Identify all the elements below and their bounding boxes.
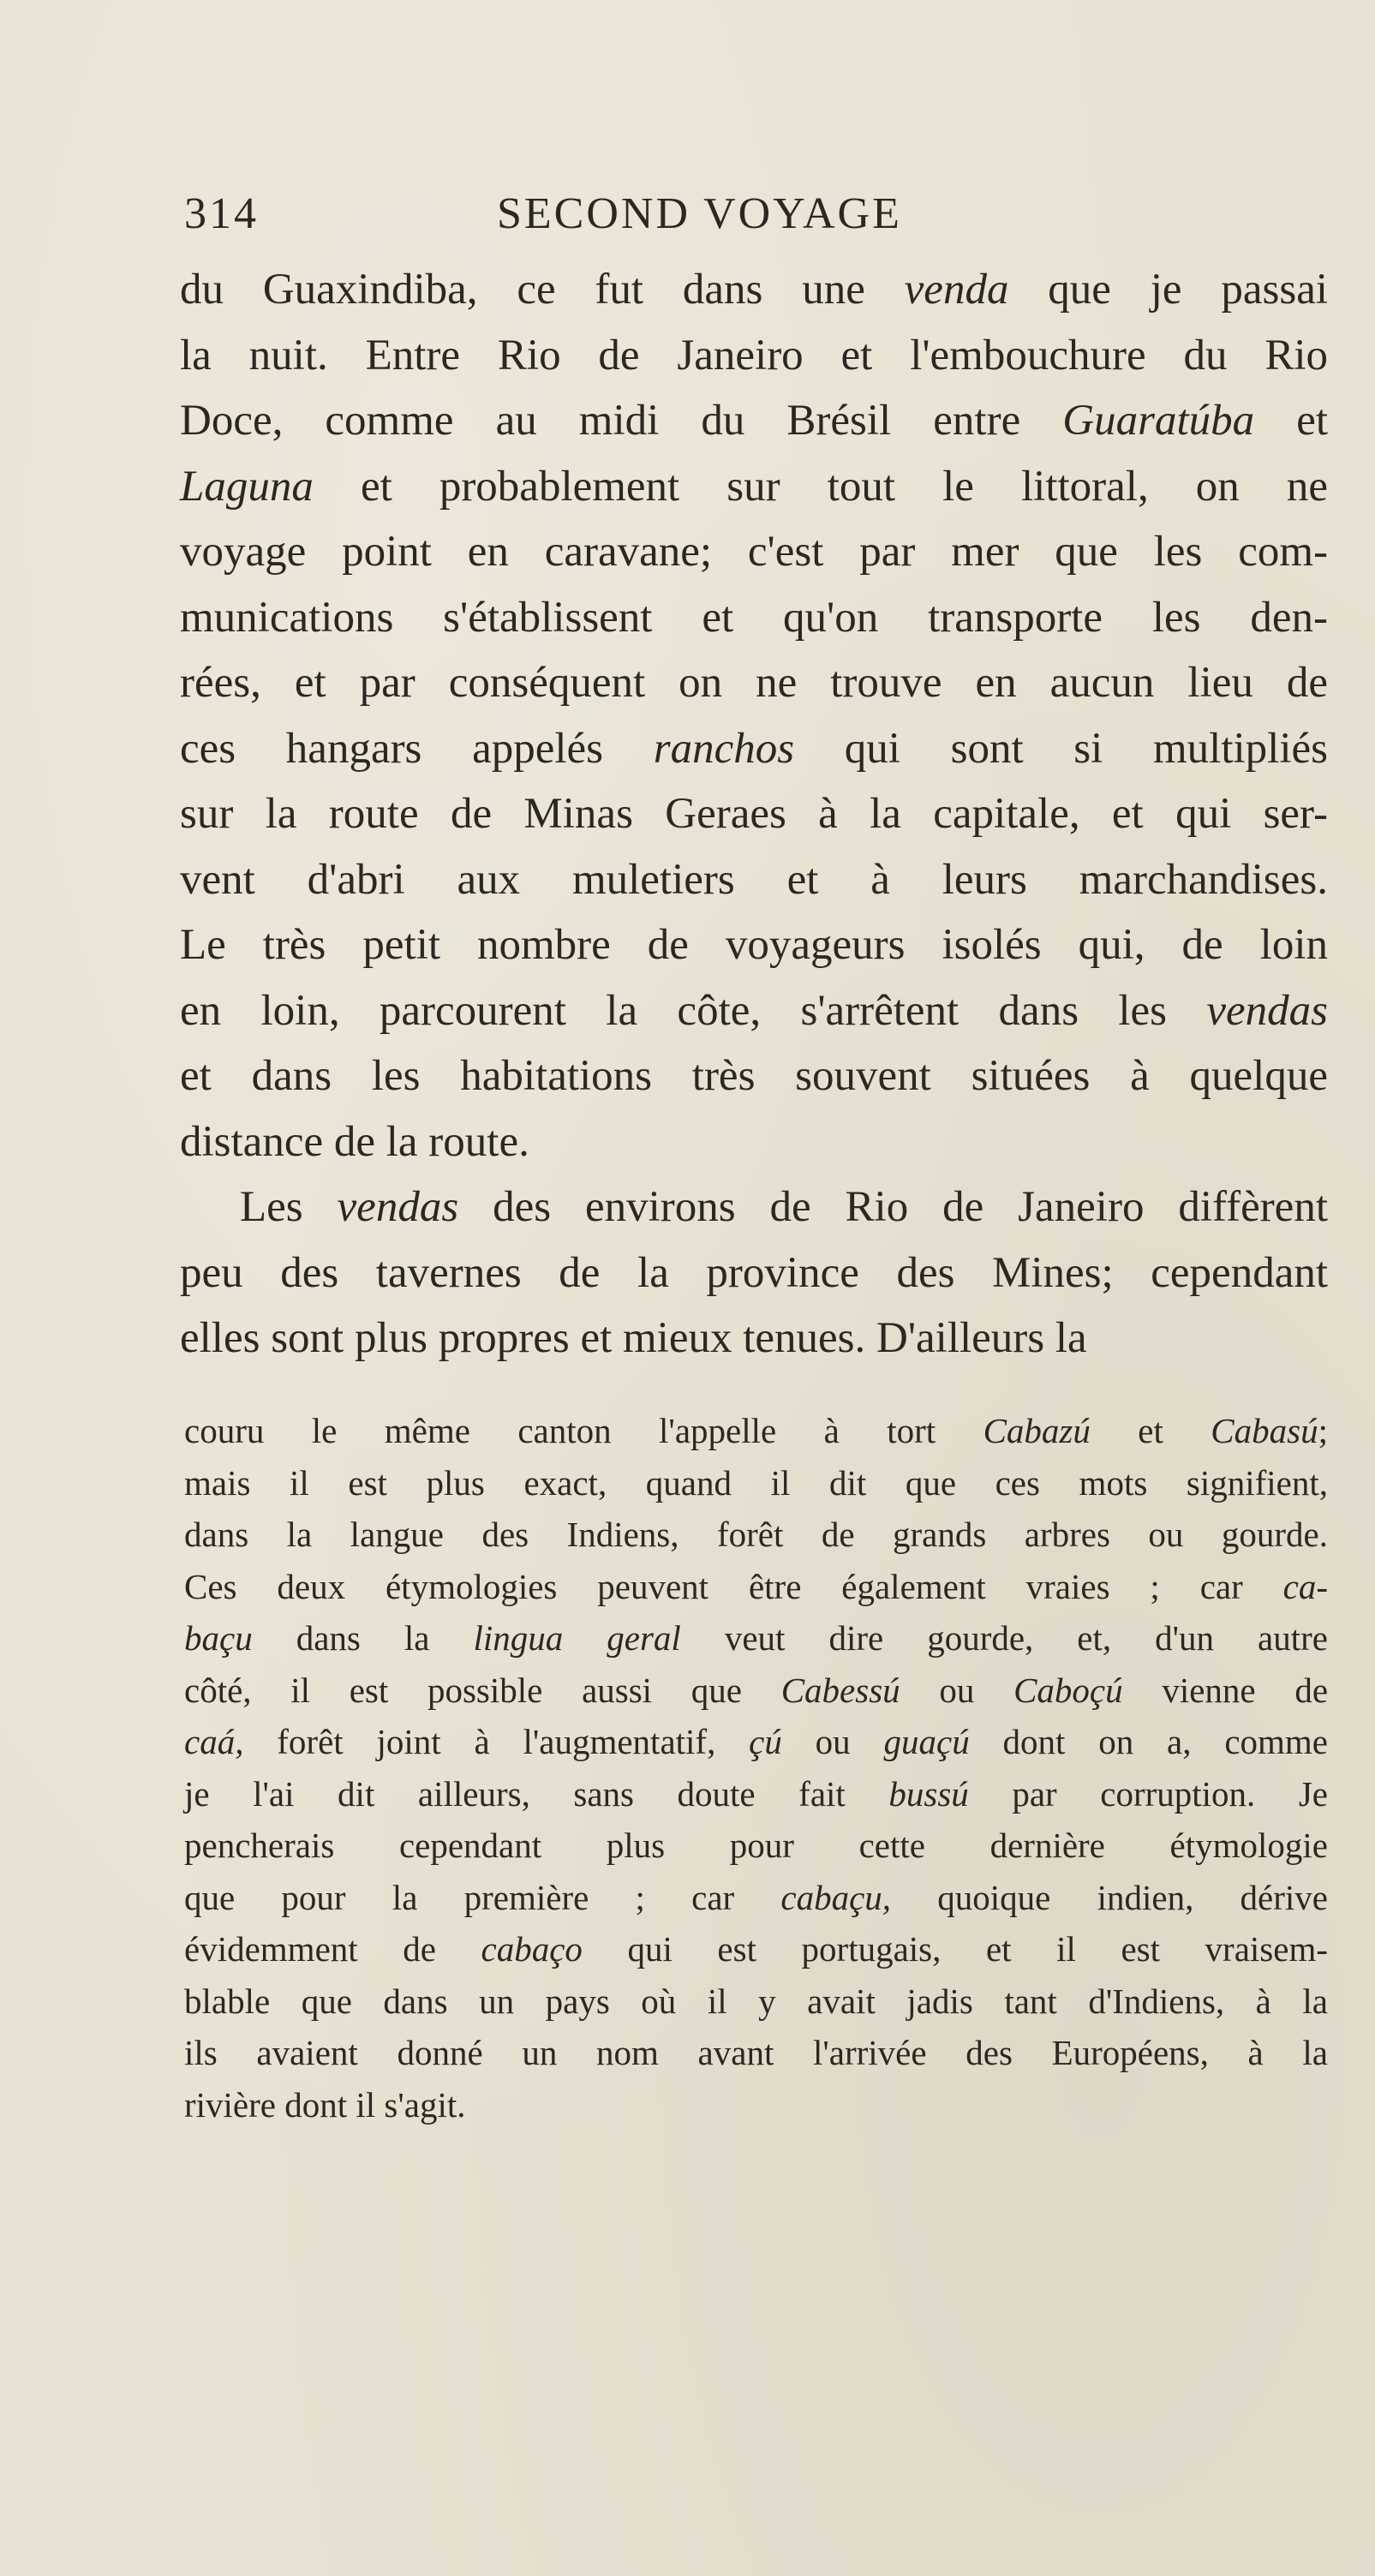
main-text-line: en loin, parcourent la côte, s'arrêtent dans les vendas — [180, 986, 1328, 1035]
italic-term: Caboçú — [1013, 1670, 1123, 1710]
italic-term: venda — [904, 266, 1009, 314]
main-text-line: peu des tavernes de la province des Mines; cependant — [180, 1248, 1328, 1297]
italic-term: ranchos — [653, 724, 795, 773]
footnote-line: côté, il est possible aussi que Cabessú ou Caboçú vienne de — [184, 1670, 1329, 1710]
footnote-line: ils avaient donné un nom avant l'arrivée des Européens, à la — [184, 2033, 1328, 2072]
italic-term: caá, — [184, 1722, 244, 1761]
italic-term: Laguna — [180, 462, 314, 511]
italic-term: vendas — [337, 1183, 459, 1231]
footnote-line: baçu dans la lingua geral veut dire gourde, et, d'un autre — [184, 1618, 1328, 1658]
main-text-line: Doce, comme au midi du Brésil entre Guaratúba et — [180, 397, 1329, 445]
main-text-line: Laguna et probablement sur tout le littoral, on ne — [180, 462, 1328, 511]
italic-term: çú — [749, 1722, 782, 1761]
main-text-line: voyage point en caravane; c'est par mer que les com- — [180, 528, 1328, 576]
main-text-block — [180, 257, 1328, 1372]
footnote-line: pencherais cependant plus pour cette dernière étymologie — [184, 1826, 1328, 1865]
italic-term: vendas — [1206, 986, 1328, 1035]
italic-term: Cabessú — [780, 1670, 900, 1710]
main-text-line: du Guaxindiba, ce fut dans une venda que je passai — [180, 266, 1328, 314]
main-text-line: Les vendas des environs de Rio de Janeiro diffèrent — [240, 1183, 1328, 1231]
page-number: 314 — [184, 189, 259, 238]
footnote-line: Ces deux étymologies peuvent être également vraies ; car ca- — [184, 1566, 1328, 1606]
main-text-line: Le très petit nombre de voyageurs isolés qui, de loin — [180, 921, 1328, 969]
main-text-line: elles sont plus propres et mieux tenues. D'ailleurs la — [180, 1314, 1087, 1362]
italic-term: lingua geral — [473, 1618, 681, 1658]
footnote-line: couru le même canton l'appelle à tort Cabazú et Cabasú; — [184, 1411, 1328, 1450]
footnote-block — [184, 1405, 1328, 2131]
footnote-line: rivière dont il s'agit. — [184, 2084, 466, 2125]
page-header — [184, 188, 1041, 248]
italic-term: cabaço — [481, 1929, 583, 1969]
footnote-line: évidemment de cabaço qui est portugais, et il est vraisem- — [184, 1929, 1328, 1969]
main-text-line: ces hangars appelés ranchos qui sont si multipliés — [180, 724, 1329, 773]
italic-term: baçu — [184, 1618, 253, 1658]
footnote-line: que pour la première ; car cabaçu, quoique indien, dérive — [184, 1877, 1328, 1917]
italic-term: Guaratúba — [1062, 397, 1255, 445]
italic-term: cabaçu, — [780, 1877, 892, 1917]
footnote-line: caá, forêt joint à l'augmentatif, çú ou guaçú dont on a, comme — [184, 1722, 1328, 1761]
italic-term: Cabazú — [983, 1411, 1091, 1450]
footnote-line: mais il est plus exact, quand il dit que ces mots signifient, — [184, 1462, 1328, 1503]
main-text-line: distance de la route. — [180, 1117, 529, 1166]
italic-term: Cabasú — [1211, 1411, 1318, 1450]
main-text-line: rées, et par conséquent on ne trouve en aucun lieu de — [180, 659, 1328, 707]
main-text-line: munications s'établissent et qu'on transporte les den- — [180, 593, 1328, 642]
footnote-line: blable que dans un pays où il y avait jadis tant d'Indiens, à la — [184, 1981, 1328, 2021]
italic-term: guaçú — [883, 1722, 970, 1761]
main-text-line: et dans les habitations très souvent situées à quelque — [180, 1052, 1328, 1100]
main-text-line: vent d'abri aux muletiers et à leurs marchandises. — [180, 855, 1328, 904]
footnote-line: dans la langue des Indiens, forêt de grands arbres ou gourde. — [184, 1515, 1328, 1554]
footnote-line: je l'ai dit ailleurs, sans doute fait bussú par corruption. Je — [184, 1773, 1328, 1814]
running-title: SECOND VOYAGE — [497, 189, 902, 238]
main-text-line: sur la route de Minas Geraes à la capitale, et qui ser- — [180, 790, 1328, 838]
italic-term: ca- — [1282, 1566, 1328, 1606]
italic-term: bussú — [888, 1773, 969, 1814]
main-text-line: la nuit. Entre Rio de Janeiro et l'embouchure du Rio — [180, 331, 1328, 380]
